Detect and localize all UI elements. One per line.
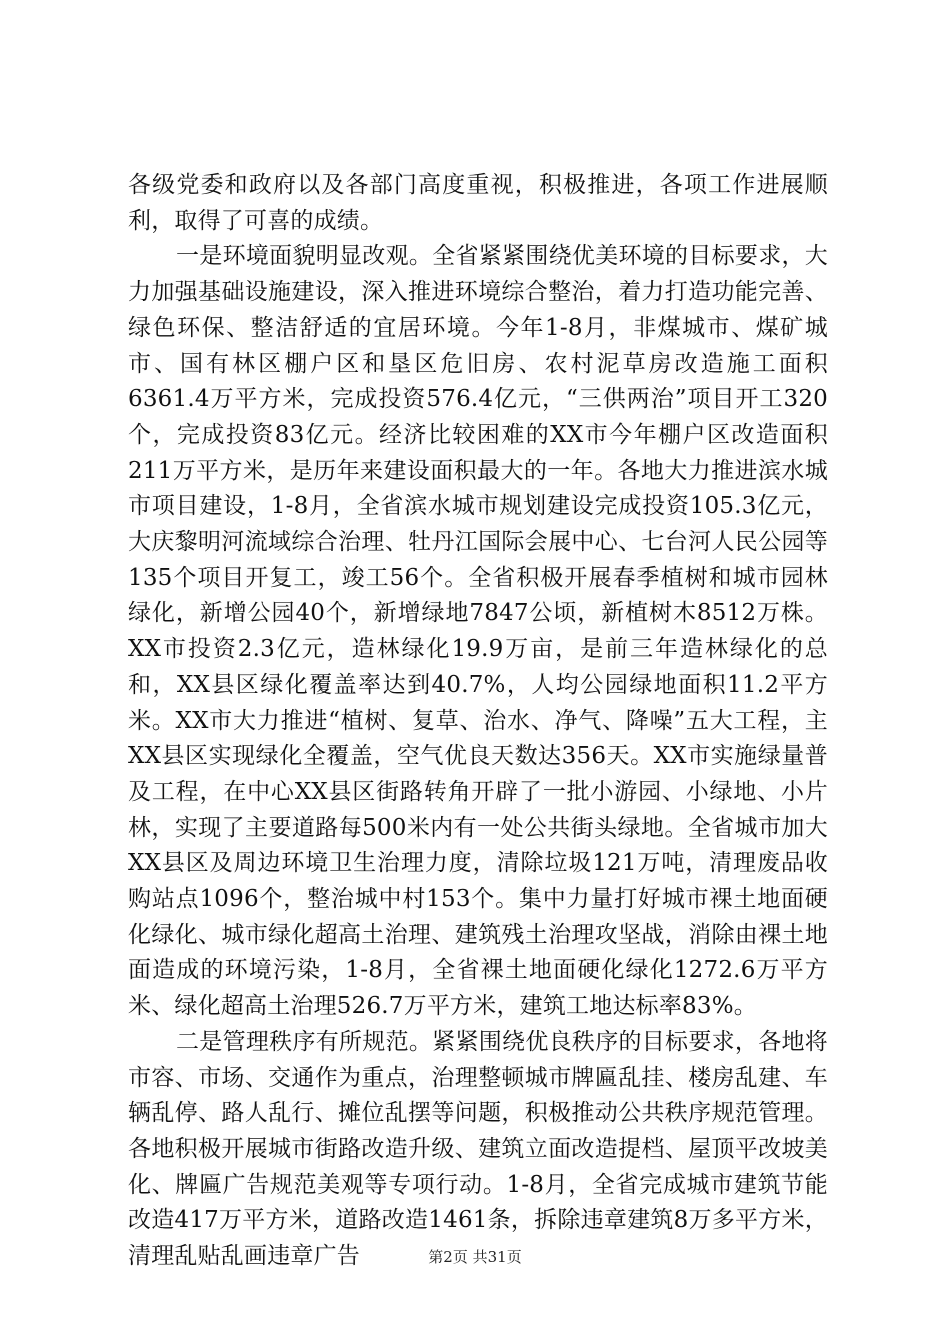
page-number-footer: 第2页 共31页	[428, 1248, 522, 1266]
paragraph-intro: 各级党委和政府以及各部门高度重视，积极推进，各项工作进展顺利，取得了可喜的成绩。	[128, 172, 828, 234]
paragraph-environment: 一是环境面貌明显改观。全省紧紧围绕优美环境的目标要求，大力加强基础设施建设，深入推进环境综合整治，着力打造功能完善、绿色环保、整洁舒适的宜居环境。今年1-8月，非煤城市、煤矿城市、国有林区棚户区和垦区危旧房、农村泥草房改造施工面积6361.4万平方米，完成投资576.4亿元，“三供两治”项目开工320个，完成投资83亿元。经济比较困难的XX市今年棚户区改造面积211万平方米，是历年来建设面积最大的一年。各地大力推进滨水城市项目建设，1-8月，全省滨水城市规划建设完成投资105.3亿元，大庆黎明河流域综合治理、牡丹江国际会展中心、七台河人民公园等135个项目开复工，竣工56个。全省积极开展春季植树和城市园林绿化，新增公园40个，新增绿地7847公顷，新植树木8512万株。XX市投资2.3亿元，造林绿化19.9万亩，是前三年造林绿化的总和，XX县区绿化覆盖率达到40.7%，人均公园绿地面积11.2平方米。XX市大力推进“植树、复草、治水、净气、降噪”五大工程，主XX县区实现绿化全覆盖，空气优良天数达356天。XX市实施绿量普及工程，在中心XX县区街路转角开辟了一批小游园、小绿地、小片林，实现了主要道路每500米内有一处公共街头绿地。全省城市加大XX县区及周边环境卫生治理力度，清除垃圾121万吨，清理废品收购站点1096个，整治城中村153个。集中力量打好城市裸土地面硬化绿化、城市绿化超高土治理、建筑残土治理攻坚战，消除由裸土地面造成的环境污染，1-8月，全省裸土地面硬化绿化1272.6万平方米、绿化超高土治理526.7万平方米，建筑工地达标率83%。	[128, 243, 828, 1020]
paragraph-management: 二是管理秩序有所规范。紧紧围绕优良秩序的目标要求，各地将市容、市场、交通作为重点，治理整顿城市牌匾乱挂、楼房乱建、车辆乱停、路人乱行、摊位乱摆等问题，积极推动公共秩序规范管理。各地积极开展城市街路改造升级、建筑立面改造提档、屋顶平改坡美化、牌匾广告规范美观等专项行动。1-8月，全省完成城市建筑节能改造417万平方米，道路改造1461条，拆除违章建筑8万多平方米，清理乱贴乱画违章广告	[128, 1028, 828, 1270]
document-body	[128, 168, 828, 1275]
